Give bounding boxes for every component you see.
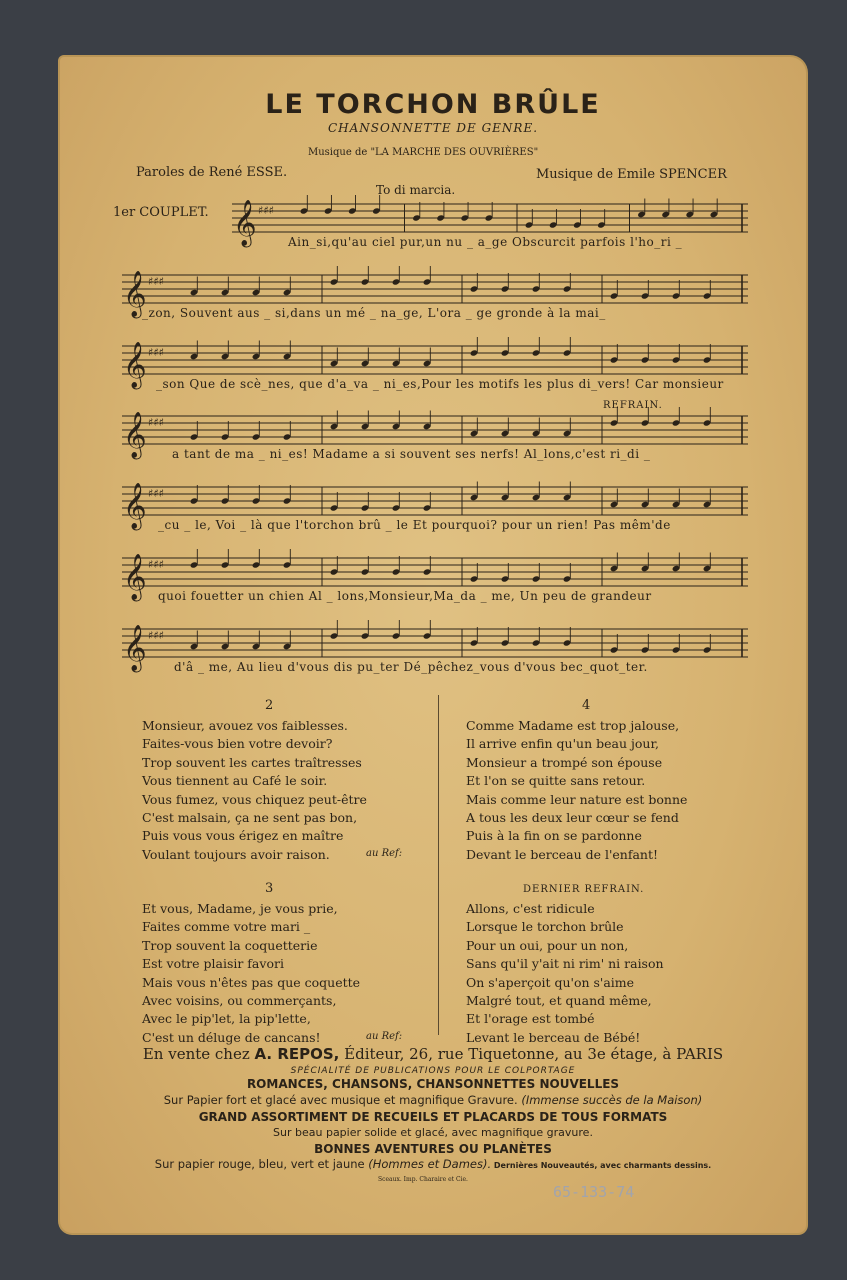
verse-line: Vous tiennent au Café le soir. (142, 773, 328, 789)
verse-line: Trop souvent les cartes traîtresses (142, 754, 362, 770)
verse-line: Faites comme votre mari _ (142, 919, 311, 935)
verse-line: Levant le berceau de Bébé! (466, 1029, 641, 1045)
refrain-label: REFRAIN. (603, 400, 663, 411)
fortunes-sub-line: Sur papier rouge, bleu, vert et jaune (Hommes et Dames). Dernières Nouveautés, avec charmants dessins. (154, 1157, 712, 1171)
score-lyric-1: Ain_si,qu'au ciel pur,un nu _ a_ge Obscurcit parfois l'ho_ri _ (288, 235, 683, 249)
verse-line: Mais comme leur nature est bonne (466, 791, 688, 807)
composer: Musique de Emile SPENCER (536, 167, 727, 182)
verse-line: Avec voisins, ou commerçants, (142, 993, 337, 1008)
last-refrain-title: DERNIER REFRAIN. (523, 884, 645, 895)
romances-line: ROMANCES, CHANSONS, CHANSONNETTES NOUVELLES (246, 1077, 620, 1091)
assortment-line: GRAND ASSORTIMENT DE RECUEILS ET PLACARDS DE TOUS FORMATS (198, 1110, 668, 1124)
verse-line: A tous les deux leur cœur se fend (466, 810, 679, 825)
verse-line: On s'aperçoit qu'on s'aime (466, 974, 635, 990)
assortment-sub-line: Sur beau papier solide et glacé, avec magnifique gravure. (273, 1126, 593, 1139)
verse-line: Est votre plaisir favori (142, 956, 284, 972)
key-signature-icon: ♯♯♯ (148, 629, 164, 642)
archive-stamp: 65-133-74 (553, 1183, 635, 1201)
verse-line: Sans qu'il y'ait ni rim' ni raison (466, 956, 664, 972)
verse-2-ref: au Ref: (366, 848, 403, 859)
column-divider (438, 695, 439, 1035)
score-lyric-7: d'â _ me, Au lieu d'vous dis pu_ter Dé_pêchez_vous d'vous bec_quot_ter. (174, 660, 648, 674)
verse-line: Devant le berceau de l'enfant! (466, 846, 659, 862)
publisher-line: En vente chez A. REPOS, Éditeur, 26, rue Tiquetonne, au 3e étage, à PARIS (142, 1045, 724, 1063)
score-lyric-5: _cu _ le, Voi _ là que l'torchon brû _ le Et pourquoi? pour un rien! Pas mêm'de (158, 518, 671, 532)
verse-line: Pour un oui, pour un non, (466, 937, 629, 953)
verse-line: Avec le pip'let, la pip'lette, (142, 1011, 311, 1027)
verse-line: Lorsque le torchon brûle (466, 919, 624, 935)
verse-3-ref: au Ref: (366, 1031, 403, 1042)
verse-line: Voulant toujours avoir raison. (142, 846, 330, 862)
treble-clef-icon: 𝄞 (123, 342, 147, 388)
verse-line: Allons, c'est ridicule (466, 901, 595, 916)
lyricist: Paroles de René ESSE. (136, 165, 288, 180)
score-lyric-2: _zon, Souvent aus _ si,dans un mé _ na_ge, L'ora _ ge gronde à la mai_ (142, 306, 606, 320)
verse-line: Et l'orage est tombé (466, 1011, 595, 1027)
verse-line: Trop souvent la coquetterie (142, 937, 318, 953)
music-source: Musique de "LA MARCHE DES OUVRIÈRES" (308, 147, 539, 158)
verse-line: Monsieur, avouez vos faiblesses. (142, 718, 348, 733)
song-title: LE TORCHON BRÛLE (265, 89, 601, 120)
verse-line: Puis vous vous érigez en maître (142, 828, 344, 844)
tempo-marking: To di marcia. (376, 183, 456, 197)
sheet-music-page (58, 55, 808, 1235)
paper-line: Sur Papier fort et glacé avec musique et magnifique Gravure. (Immense succès de la Maison) (163, 1093, 703, 1107)
treble-clef-icon: 𝄞 (123, 625, 147, 671)
verse-line: C'est un déluge de cancans! (142, 1029, 321, 1045)
treble-clef-icon: 𝄞 (123, 483, 147, 529)
verse-line: Comme Madame est trop jalouse, (466, 718, 680, 733)
couplet-label: 1er COUPLET. (113, 205, 209, 220)
printer-credit: Sceaux. Imp. Charaire et Cie. (378, 1176, 468, 1183)
verse-4-number: 4 (582, 698, 591, 713)
score-lyric-4: a tant de ma _ ni_es! Madame a si souvent ses nerfs! Al_lons,c'est ri_di _ (172, 447, 651, 461)
verse-line: Mais vous n'êtes pas que coquette (142, 974, 361, 990)
key-signature-icon: ♯♯♯ (148, 487, 164, 500)
score-lyric-6: quoi fouetter un chien Al _ lons,Monsieur,Ma_da _ me, Un peu de grandeur (158, 589, 652, 603)
verse-line: Malgré tout, et quand même, (466, 993, 652, 1008)
verse-line: Il arrive enfin qu'un beau jour, (466, 736, 660, 752)
verse-line: Monsieur a trompé son épouse (466, 754, 663, 770)
verse-2-number: 2 (265, 698, 274, 713)
song-subtitle: CHANSONNETTE DE GENRE. (327, 121, 539, 135)
verse-line: Faites-vous bien votre devoir? (142, 736, 333, 752)
treble-clef-icon: 𝄞 (123, 412, 147, 458)
verse-line: Et vous, Madame, je vous prie, (142, 901, 338, 916)
specialty-line: SPÉCIALITÉ DE PUBLICATIONS POUR LE COLPORTAGE (290, 1066, 576, 1076)
verse-line: C'est malsain, ça ne sent pas bon, (142, 810, 358, 825)
key-signature-icon: ♯♯♯ (148, 346, 164, 359)
verse-line: Et l'on se quitte sans retour. (466, 773, 646, 789)
fortunes-line: BONNES AVENTURES OU PLANÈTES (314, 1142, 552, 1156)
key-signature-icon: ♯♯♯ (148, 416, 164, 429)
verse-3-number: 3 (265, 881, 274, 896)
verse-line: Vous fumez, vous chiquez peut-être (142, 791, 367, 807)
verse-line: Puis à la fin on se pardonne (466, 828, 642, 844)
key-signature-icon: ♯♯♯ (258, 204, 274, 217)
score-lyric-3: _son Que de scè_nes, que d'a_va _ ni_es,Pour les motifs les plus di_vers! Car monsieur (156, 377, 724, 391)
treble-clef-icon: 𝄞 (123, 271, 147, 317)
key-signature-icon: ♯♯♯ (148, 275, 164, 288)
key-signature-icon: ♯♯♯ (148, 558, 164, 571)
treble-clef-icon: 𝄞 (233, 200, 257, 246)
treble-clef-icon: 𝄞 (123, 554, 147, 600)
